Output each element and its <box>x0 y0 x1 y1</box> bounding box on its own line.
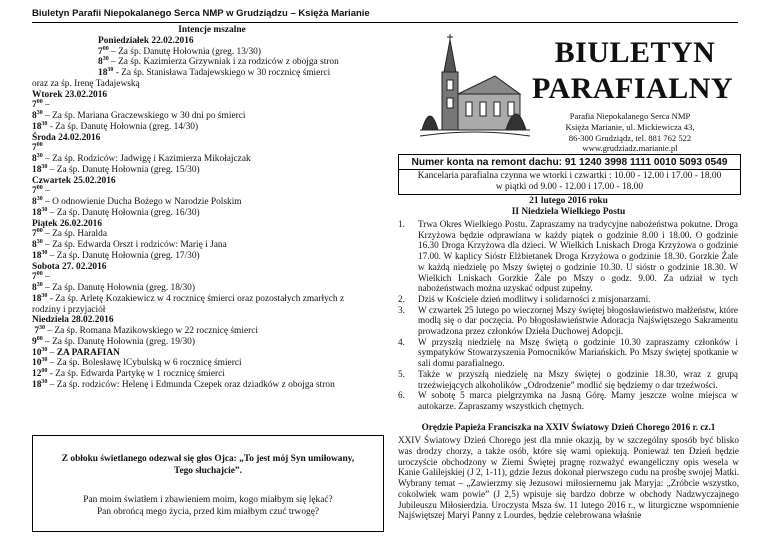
intention-line: $8^{30}$ – Za śp. Rodziców: Jadwigę i Kazimierza Mikołajczak <box>32 152 251 164</box>
intention-line: $7^{00}$ – <box>32 99 50 111</box>
quote-line: Tego słuchajcie”. <box>174 465 242 476</box>
quote-line: Z obłoku świetlanego odezwał się głos Ojca: „To jest mój Syn umiłowany, <box>61 454 355 464</box>
intentions-list <box>32 36 392 391</box>
address-line: 86-300 Grudziądz, tel. 881 762 522 <box>568 132 692 143</box>
quote-box <box>32 435 384 532</box>
bulletin-header: Biuletyn Parafii Niepokalanego Serca NMP w Grudziądzu – Księża Marianie <box>32 8 738 23</box>
intention-line: $18^{30}$ – Za śp. rodziców: Helenę i Edmunda Czepek oraz dziadków z obojga stron <box>32 378 335 390</box>
website-link[interactable]: www.grudziadz.marianie.pl <box>582 143 678 154</box>
day-heading: Sobota 27. 02.2016 <box>32 261 107 272</box>
intentions-heading: Intencje mszalne <box>178 25 246 35</box>
address-line: Parafia Niepokalanego Serca NMP <box>569 111 691 121</box>
intention-line: $18^{30}$ – Za śp. Danutę Hołownia (greg. 17/30) <box>32 249 200 261</box>
quote-line: Pan obrońcą mego życia, przed kim miałbym czuć trwogę? <box>96 506 320 517</box>
day-heading: Niedziela 28.02.2016 <box>32 315 114 326</box>
intention-line: $9^{00}$ – Za śp. Danutę Hołownia (greg. 19/30) <box>32 335 195 347</box>
church-illustration <box>420 32 530 142</box>
list-item: 5. Także w przyszłą niedzielę na Mszy świętej o godzinie 18.30, wraz z grupą trzeźwiejących alkoholików „Odrodzenie” modlić się będziemy o dar trzeźwości. <box>398 368 738 390</box>
parish-address <box>540 111 720 154</box>
intention-line: $18^{30}$ – Za śp. Danutę Hołownia (greg. 15/30) <box>32 163 200 175</box>
intention-line: $7^{00}$ – Za śp. Danutę Hołownia (greg. 13/30) <box>98 45 261 57</box>
list-item: 1. Trwa Okres Wielkiego Postu. Zapraszamy na tradycyjne nabożeństwa pokutne. Droga Krzyżowa będzie odprawiana w każdy piątek o godzinie 8.00 i 18.00. O godzinie 16.30 Droga Krzyżowa dla dzieci. W Wielkich Lniskach Droga Krzyżowa o godzinie 17.00. W kaplicy Sióstr Elżbietanek Droga Krzyżowa o godzinie 18.30. Gorzkie Żale w każdą niedzielę po Mszy świętej o godzinie 10.30. U sióstr o godzinie 18.30. W Wielkich Lniskach Gorzkie Żale po Mszy o godz. 9.00. Za udział w tych nabożeństwach można uzyskać odpust zupełny. <box>398 219 738 294</box>
day-heading: Poniedziałek 22.02.2016 <box>98 35 194 46</box>
intention-line: $8^{30}$ – Za śp. Danutę Hołownia (greg. 18/30) <box>32 281 195 293</box>
day-heading: Środa 24.02.2016 <box>32 132 101 143</box>
message-heading: Orędzie Papieża Franciszka na XXIV Światowy Dzień Chorego 2016 r. cz.1 <box>421 422 716 432</box>
day-heading: Piątek 26.02.2016 <box>32 218 103 229</box>
account-number: Numer konta na remont dachu: 91 1240 3998 1111 0010 5093 0549 <box>399 155 740 170</box>
day-heading: Wtorek 23.02.2016 <box>32 89 108 100</box>
list-item: 4. W przyszłą niedzielę na Mszę świętą o godzinie 10.30 zapraszamy członków i sympatyków Stowarzyszenia Pomocników Mariańskich. Po Mszy świętej spotkanie w sali domu parafialnego. <box>398 336 738 369</box>
message-text: XXIV Światowy Dzień Chorego jest dla mnie okazją, by w szczególny sposób być blisko was drodzy chorzy, a także osób, które się wami opiekują. Ponieważ ten Dzień będzie uroczyście obchodzony w Ziemi Świętej pragnę rozważyć ewangeliczny opis wesela w Kanie Galilejskiej (J 2, 1-11), gdzie Jezus dokonał pierwszego cudu na prośbę swojej Matki. Wybrany temat – „Zawierzmy się Jezusowi miłosiernemu jak Maryja: „Zróbcie wszystko, cokolwiek wam powie” (J 2,5) wpisuje się bardzo dobrze w obchody Nadzwyczajnego Jubileuszu Miłosierdzia. Uroczysta Msza św. 11 lutego 2016 r., w liturgiczne wspomnienie Najświętszej Maryi Panny z Lourdes, będzie celebrowana właśnie <box>398 435 739 521</box>
mass-intentions <box>32 25 392 391</box>
announcements-heading <box>398 196 739 218</box>
list-item: 6. W sobotę 5 marca pielgrzymka na Jasną Górę. Mamy jeszcze wolne miejsca w autokarze. Zapraszamy wszystkich chętnych. <box>398 390 738 411</box>
quote-line: Pan moim światłem i zbawieniem moim, kogo miałbym się lękać? <box>83 495 333 505</box>
announcements-date: 21 lutego 2016 roku <box>529 196 608 206</box>
masthead-title: BIULETYN <box>554 36 716 69</box>
intention-line: $7^{30}$ – Za śp. Romana Mazikowskiego w 22 rocznicę śmierci <box>34 324 258 336</box>
announcements-sunday: II Niedziela Wielkiego Postu <box>511 206 626 217</box>
intention-line: $18^{30}$ - Za śp. Danutę Hołownia (greg. 14/30) <box>32 120 199 132</box>
intention-line: $10^{30}$ – Za śp. Bolesławę lCybulską w 6 rocznicę śmierci <box>32 357 242 369</box>
intention-line: $7^{00}$ – Za śp. Haralda <box>32 228 107 240</box>
intention-line: oraz za śp. Irenę Tadajewską <box>32 78 140 89</box>
list-item: 3. W czwartek 25 lutego po wieczornej Mszy świętej błogosławieństwo małżeństw, które modlą się o dar poczęcia. Po błogosławieństwie Adoracja Najświętszego Sakramentu prowadzona przez członków Dzieła Duchowej Adopcji. <box>398 304 738 337</box>
intention-line: $8^{30}$ – Za śp. Edwarda Orszt i rodziców: Marię i Jana <box>32 238 227 250</box>
account-box <box>398 154 741 195</box>
intention-line: $12^{00}$ - Za śp. Edwarda Partykę w 1 rocznicę śmierci <box>32 367 225 379</box>
intention-line: $7^{00}$ – <box>32 185 50 197</box>
intention-line: $8^{30}$ – O odnowienie Ducha Bożego w Narodzie Polskim <box>32 195 242 207</box>
day-heading: Czwartek 25.02.2016 <box>32 175 116 186</box>
intention-line: $7^{00}$ – <box>32 271 50 283</box>
intention-line: $7^{00}$ <box>32 142 43 154</box>
intention-line: $18^{30}$ – Za śp. Danutę Hołownia (greg. 16/30) <box>32 206 200 218</box>
intention-line: $18^{30}$ - Za śp. Arletę Kozakiewicz w 4 rocznicę śmierci oraz pozostałych zmarłych z <box>32 292 345 304</box>
intention-line: rodziny i przyjaciół <box>32 304 106 315</box>
intention-line: $8^{30}$ – Za śp. Kazimierza Grzywniak i za rodziców z obojga stron <box>98 56 339 68</box>
masthead-title: PARAFIALNY <box>531 72 734 105</box>
intention-line: $10^{30}$ – ZA PARAFIAN <box>32 346 120 358</box>
list-item: 2. Dziś w Kościele dzień modlitwy i solidarności z misjonarzami. <box>398 293 651 304</box>
announcements-list <box>398 219 738 412</box>
office-hours: w piątki od 9.00 - 12.00 i 17.00 - 18.00 <box>495 181 644 192</box>
office-hours: Kancelaria parafialna czynna we wtorki i czwartki : 10.00 - 12.00 i 17.00 - 18.00 <box>417 171 722 181</box>
intention-line: $8^{30}$ – Za śp. Mariana Graczewskiego w 30 dni po śmierci <box>32 109 246 121</box>
intention-line: $18^{30}$ - Za śp. Stanisława Tadajewskiego w 30 rocznicę śmierci <box>98 66 331 78</box>
address-line: Księża Marianie, ul. Mickiewicza 43, <box>565 121 695 132</box>
